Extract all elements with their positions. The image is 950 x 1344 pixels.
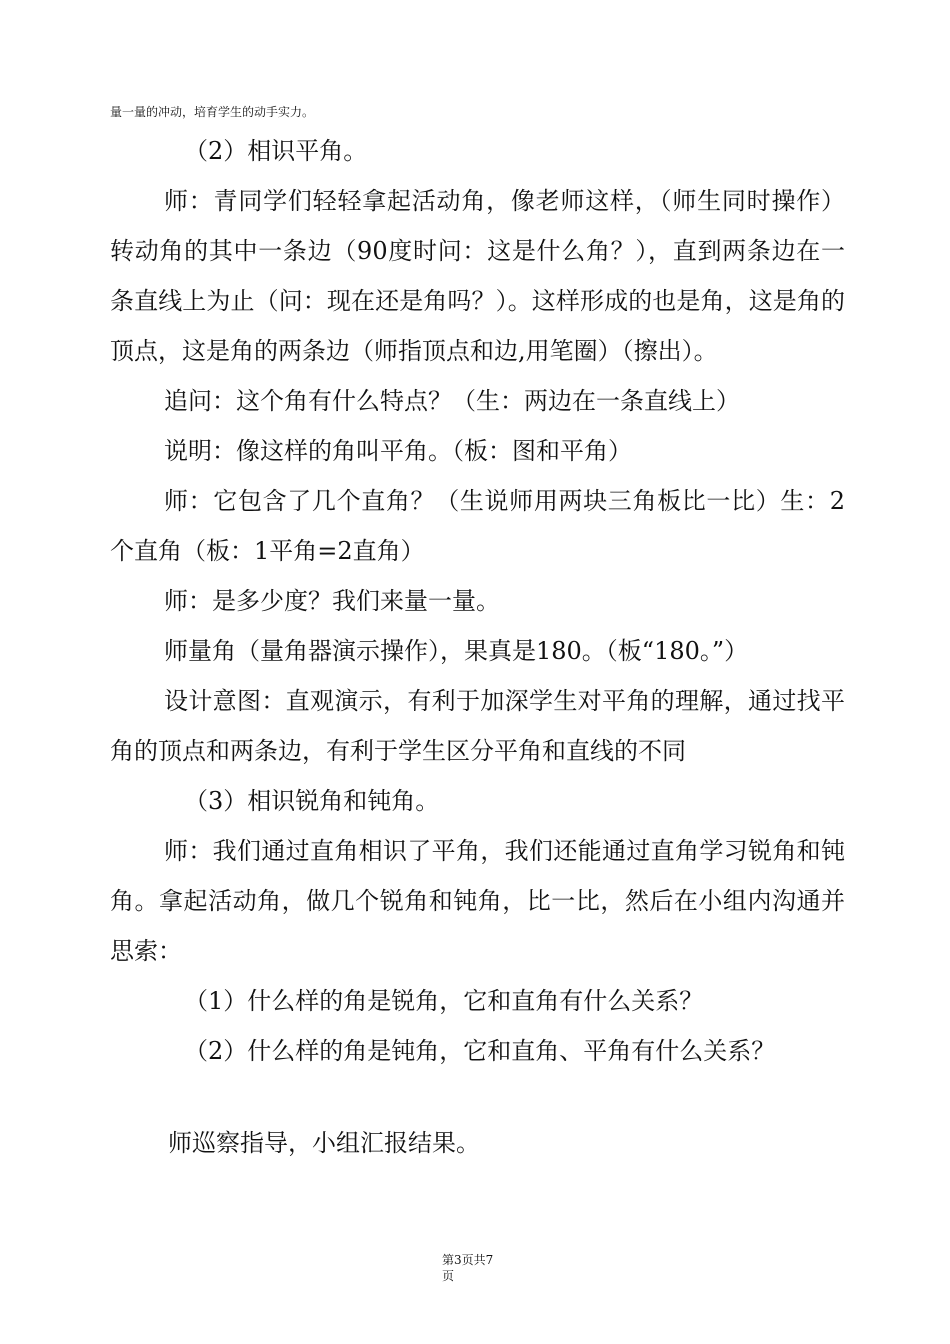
paragraph-explanation: 说明：像这样的角叫平角。（板：图和平角） xyxy=(164,437,632,465)
paragraph-follow-up-question: 追问：这个角有什么特点？（生：两边在一条直线上） xyxy=(164,387,740,415)
cut-off-line: 师巡察指导，小组汇报结果。 xyxy=(168,1129,480,1157)
paragraph-section-2-title: （2）相识平角。 xyxy=(184,137,368,165)
footer-page-number-line-2: 页 xyxy=(442,1269,455,1283)
page-footer xyxy=(442,1252,522,1284)
paragraph-question-1: （1）什么样的角是锐角，它和直角有什么关系？ xyxy=(184,987,704,1015)
footer-page-number-line-1: 第3页共7 xyxy=(442,1253,494,1267)
top-continuation-text: 量一量的冲动，培育学生的动手实力。 xyxy=(110,105,315,119)
paragraph-design-intent: 设计意图：直观演示，有利于加深学生对平角的理解，通过找平角的顶点和两条边，有利于学生区分平角和直线的不同 xyxy=(110,687,845,765)
paragraph-question-2: （2）什么样的角是钝角，它和直角、平角有什么关系？ xyxy=(184,1037,776,1065)
paragraph-teacher-instruction: 师：青同学们轻轻拿起活动角，像老师这样，（师生同时操作）转动角的其中一条边（90度时问：这是什么角？），直到两条边在一条直线上为止（问：现在还是角吗？）。这样形成的也是角，这是角的顶点，这是角的两条边（师指顶点和边,用笔圈）（擦出）。 xyxy=(110,187,845,365)
paragraph-acute-obtuse-intro: 师：我们通过直角相识了平角，我们还能通过直角学习锐角和钝角。拿起活动角，做几个锐角和钝角，比一比，然后在小组内沟通并思索： xyxy=(110,837,845,965)
paragraph-right-angle-count: 师：它包含了几个直角？（生说师用两块三角板比一比）生：2个直角（板：1平角=2直角） xyxy=(110,487,845,565)
paragraph-measurement: 师量角（量角器演示操作），果真是180。（板“180。”） xyxy=(164,637,749,665)
main-content xyxy=(110,126,845,1076)
paragraph-section-3-title: （3）相识锐角和钝角。 xyxy=(184,787,440,815)
paragraph-degree-question: 师：是多少度？我们来量一量。 xyxy=(164,587,500,615)
